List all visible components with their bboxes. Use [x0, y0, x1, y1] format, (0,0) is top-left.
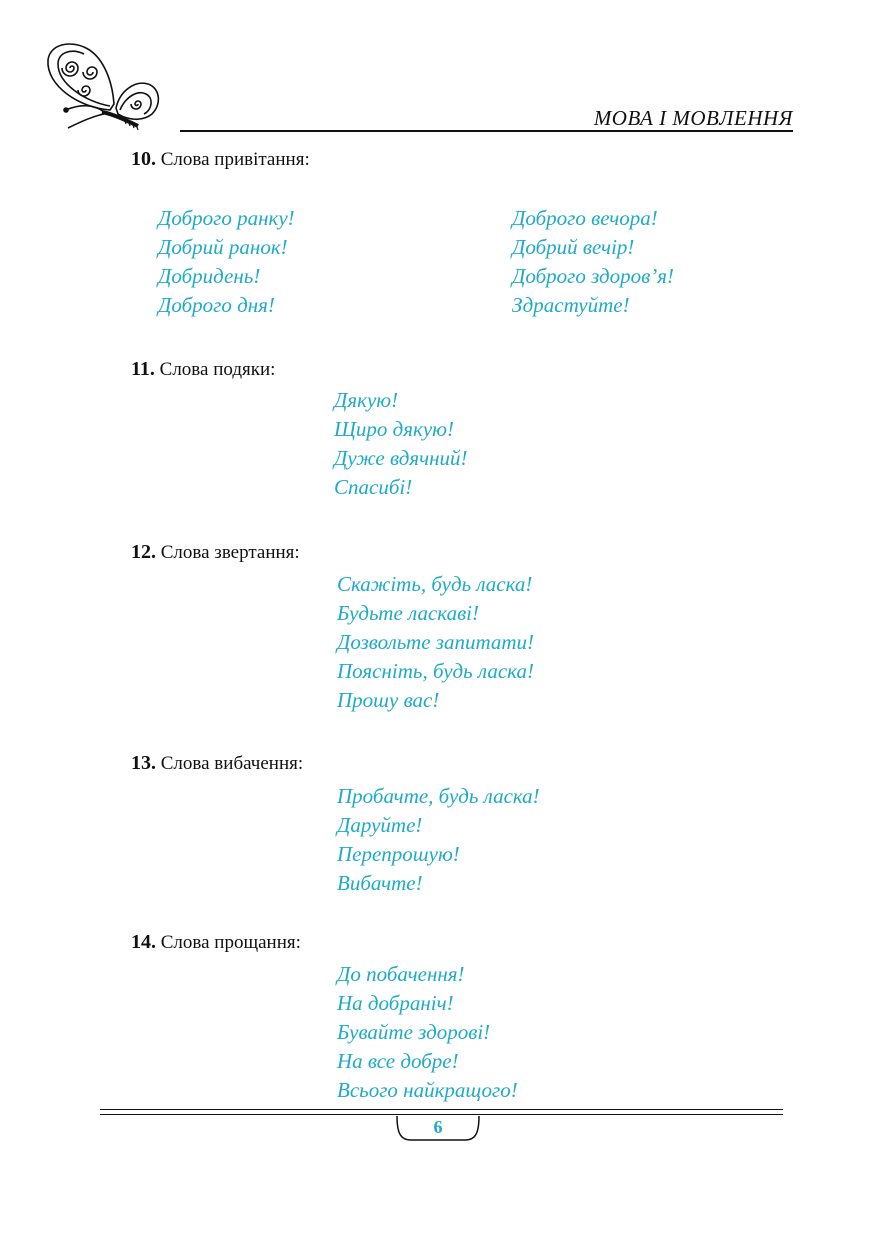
phrase: Будьте ласкаві!	[337, 601, 480, 625]
section-number: 12.	[131, 541, 156, 563]
phrase: Прошу вас!	[337, 688, 440, 712]
section-heading-apology	[131, 752, 303, 775]
section-heading-greetings	[131, 148, 310, 171]
phrase: Здрастуйте!	[512, 293, 630, 317]
footer-divider-bottom	[100, 1114, 783, 1115]
phrase: Дуже вдячний!	[334, 446, 468, 470]
phrase: Спасибі!	[334, 475, 413, 499]
header-divider	[180, 130, 793, 132]
phrase: Поясніть, будь ласка!	[337, 659, 534, 683]
running-header-title: МОВА І МОВЛЕННЯ	[593, 106, 793, 130]
section-number: 13.	[131, 752, 156, 774]
phrase: На добраніч!	[337, 991, 454, 1015]
section-number: 14.	[131, 931, 156, 953]
section-label: Слова прощання:	[160, 932, 301, 953]
greetings-phrases-right	[512, 204, 674, 320]
section-label: Слова подяки:	[159, 359, 276, 380]
farewell-phrases	[337, 960, 518, 1105]
phrase: Вибачте!	[337, 871, 423, 895]
section-label: Слова звертання:	[160, 542, 300, 563]
phrase: Дякую!	[334, 388, 399, 412]
section-number: 10.	[131, 148, 156, 170]
addressing-phrases	[337, 570, 534, 715]
butterfly-icon	[40, 38, 180, 138]
phrase: Доброго ранку!	[158, 206, 295, 230]
phrase: Бувайте здорові!	[337, 1020, 491, 1044]
apology-phrases	[337, 782, 540, 898]
phrase: Даруйте!	[337, 813, 423, 837]
phrase: Щиро дякую!	[334, 417, 454, 441]
phrase: Добридень!	[158, 264, 261, 288]
phrase: Добрий вечір!	[512, 235, 635, 259]
phrase: Доброго вечора!	[512, 206, 658, 230]
footer-divider-top	[100, 1109, 783, 1110]
section-heading-farewell	[131, 931, 301, 954]
page-number: 6	[433, 1117, 443, 1137]
phrase: Доброго дня!	[158, 293, 275, 317]
phrase: На все добре!	[337, 1049, 459, 1073]
section-number: 11.	[131, 358, 155, 380]
phrase: Пробачте, будь ласка!	[337, 784, 540, 808]
section-label: Слова привітання:	[160, 149, 310, 170]
greetings-phrases-left	[158, 204, 295, 320]
phrase: До побачення!	[337, 962, 465, 986]
thanks-phrases	[334, 386, 468, 502]
phrase: Скажіть, будь ласка!	[337, 572, 533, 596]
phrase: Всього найкращого!	[337, 1078, 518, 1102]
phrase: Дозвольте запитати!	[337, 630, 535, 654]
section-heading-thanks	[131, 358, 275, 381]
phrase: Доброго здоров’я!	[512, 264, 674, 288]
section-label: Слова вибачення:	[160, 753, 304, 774]
phrase: Перепрошую!	[337, 842, 460, 866]
section-heading-addressing	[131, 541, 300, 564]
phrase: Добрий ранок!	[158, 235, 288, 259]
